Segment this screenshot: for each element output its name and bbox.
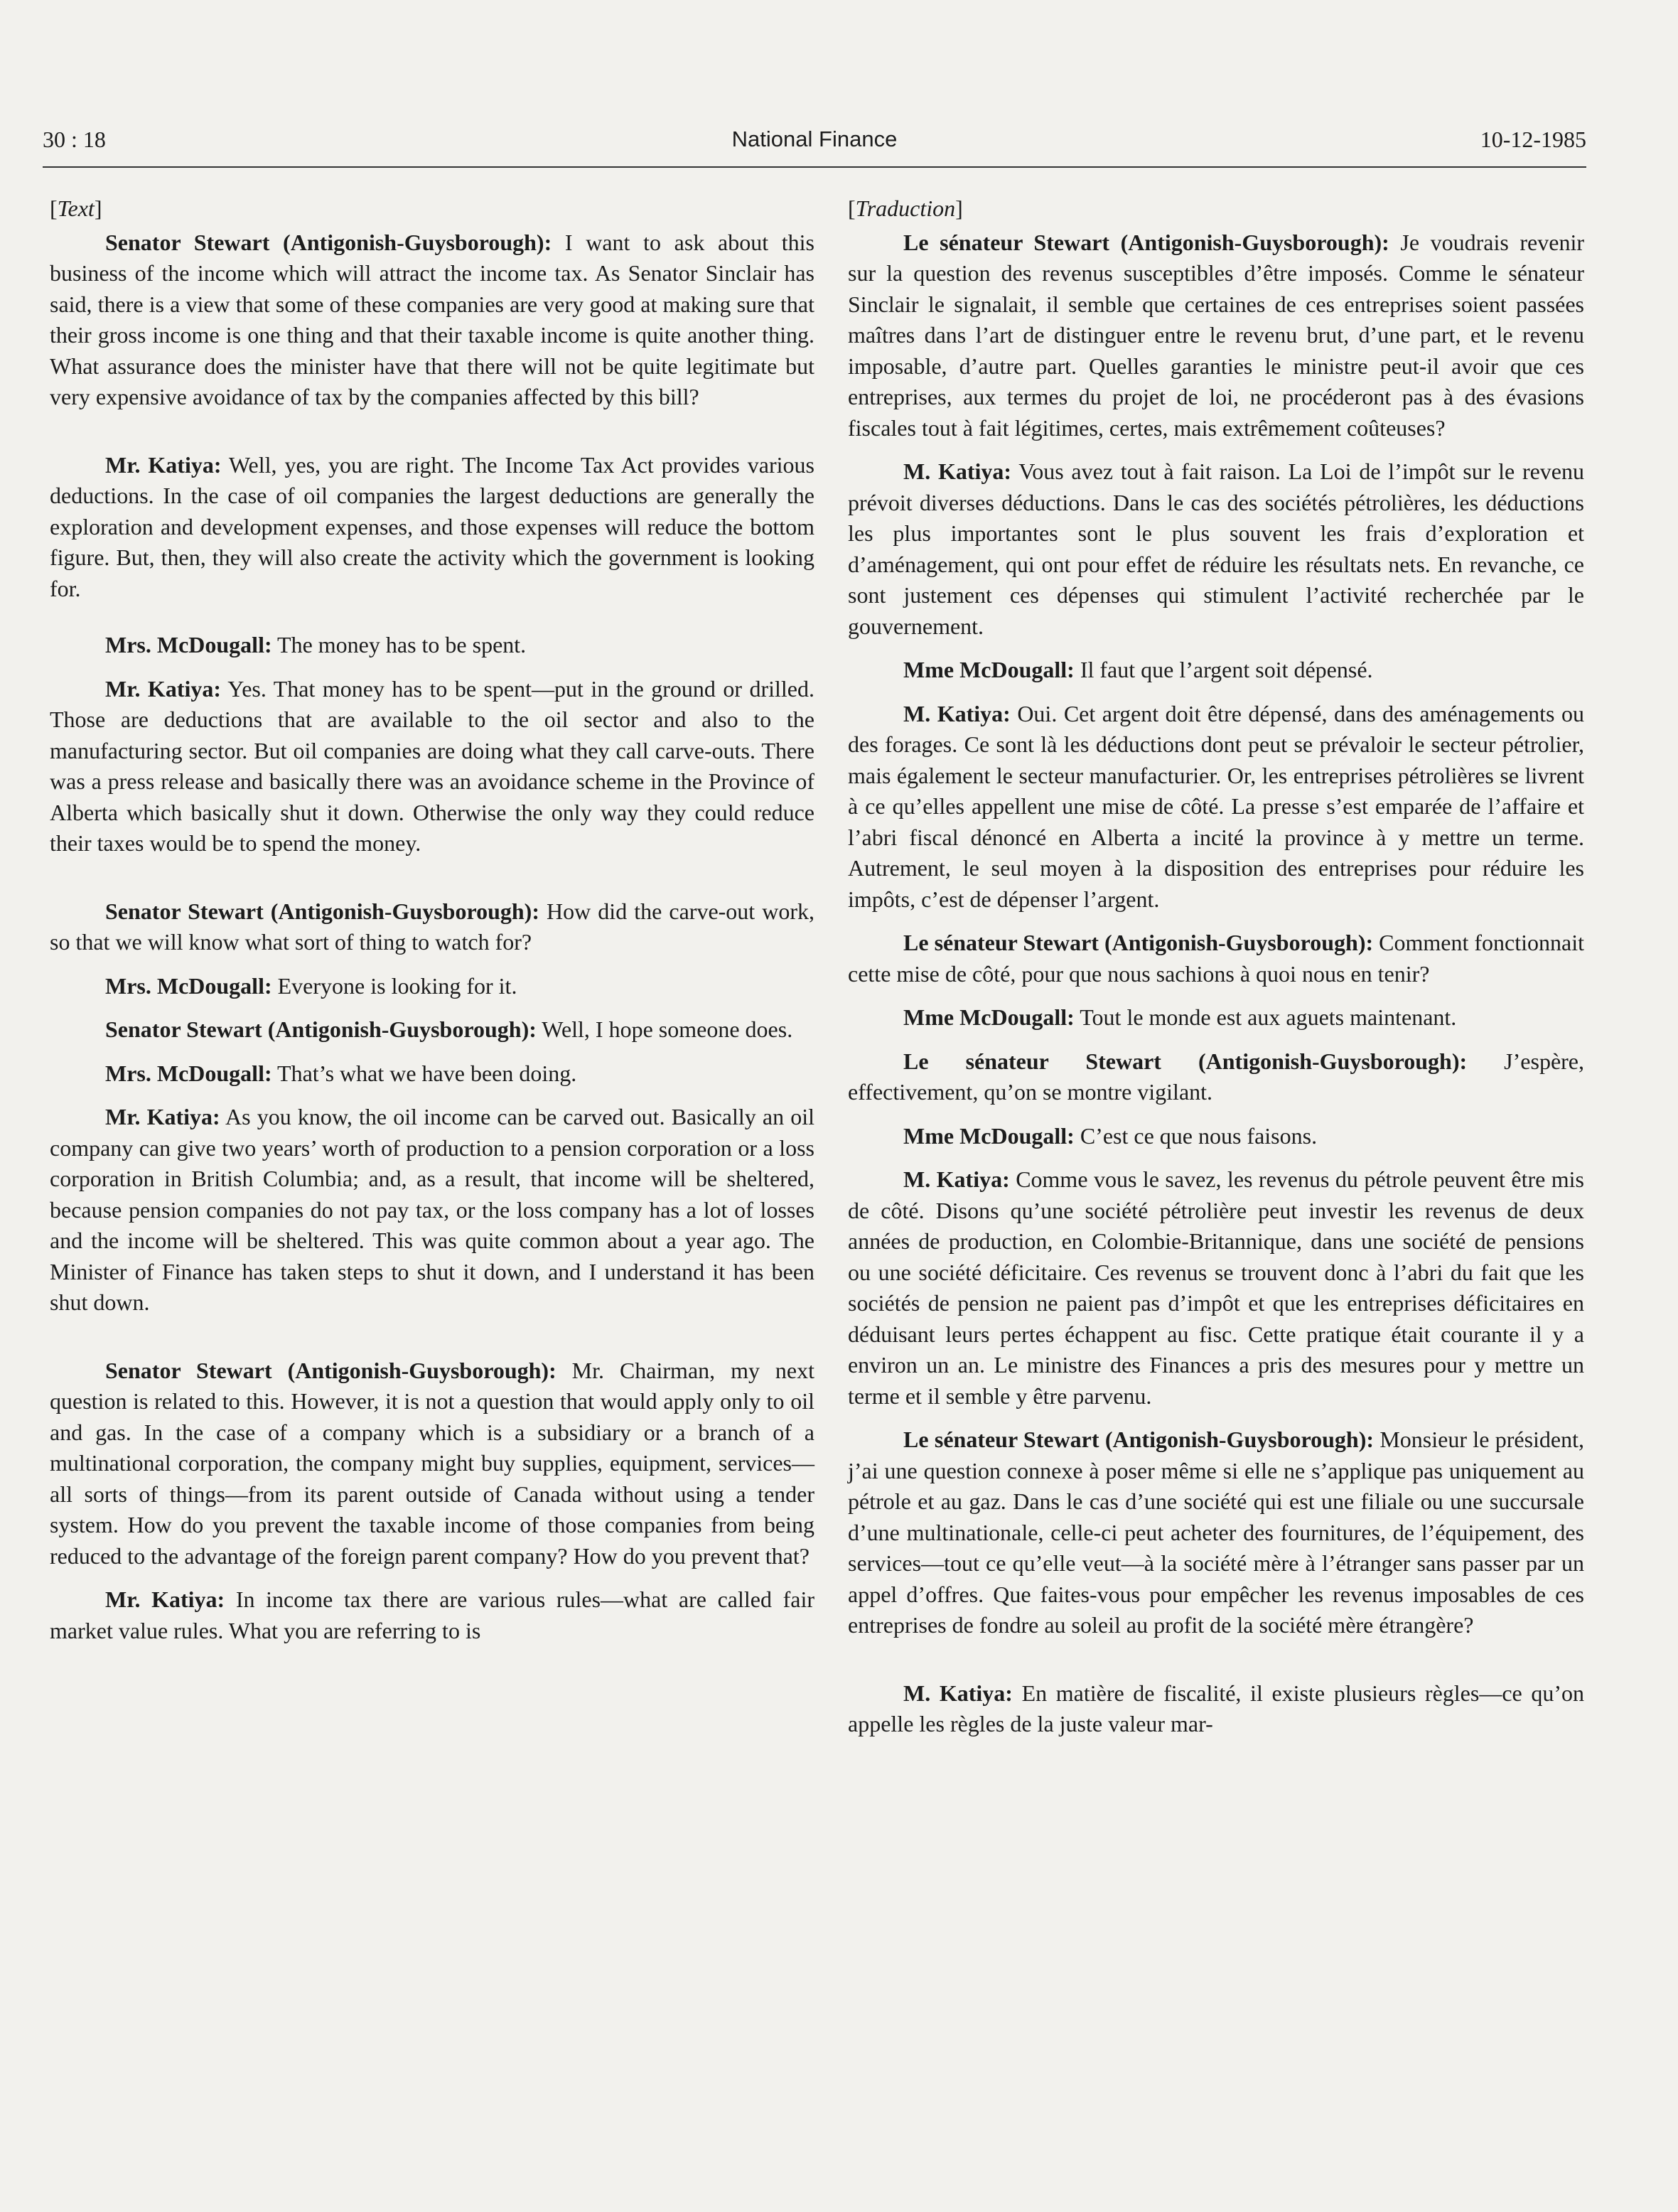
transcript-paragraph: Le sénateur Stewart (Antigonish-Guysborough): J’espère, effectivement, qu’on se montre vigilant.: [848, 1048, 1585, 1105]
transcript-paragraph: M. Katiya: Comme vous le savez, les revenus du pétrole peuvent être mis de côté. Disons qu’une société pétrolière peut investir les revenus de deux années de production, en Colombie-Britannique, dans une société de pensions ou une société déficitaire. Ces revenus se trouvent donc à l’abri du fait que les sociétés de pension ne paient pas d’impôt et que les entreprises déficitaires en déduisant leurs pertes échappent au fisc. Cette pratique était courante il y a environ un an. Le ministre des Finances a pris des mesures pour y mettre un terme et il semble y être parvenu.: [848, 1166, 1585, 1409]
page-number: 30 : 18: [43, 127, 106, 152]
page-header: [43, 127, 1586, 168]
section-tag: [Text]: [50, 195, 102, 221]
english-column: [50, 193, 814, 1659]
transcript-paragraph: M. Katiya: Vous avez tout à fait raison. La Loi de l’impôt sur le revenu prévoit diverses déductions. Dans le cas des sociétés pétrolières, les déductions les plus importantes sont le plus souvent les frais d’exploration et d’aménagement, qui ont pour effet de réduire les résultats nets. En revanche, ce sont justement ces dépenses qui stimulent l’activité recherchée par le gouvernement.: [848, 458, 1585, 639]
section-tag: [Traduction]: [848, 195, 963, 221]
transcript-paragraph: Mme McDougall: Tout le monde est aux aguets maintenant.: [903, 1004, 1457, 1030]
transcript-paragraph: Mrs. McDougall: Everyone is looking for it.: [105, 972, 517, 999]
transcript-paragraph: M. Katiya: En matière de fiscalité, il existe plusieurs règles—ce qu’on appelle les règles de la juste valeur mar-: [848, 1680, 1585, 1736]
transcript-paragraph: M. Katiya: Oui. Cet argent doit être dépensé, dans des aménagements ou des forages. Ce sont là les déductions dont peut se prévaloir le secteur pétrolier, mais également le secteur manufacturier. Or, les entreprises pétrolières se livrent à ce qu’elles appellent une mise de côté. La presse s’est emparée de l’affaire et l’abri fiscal dénoncé en Alberta a incité la province à y mettre un terme. Autrement, le seul moyen à la disposition des entreprises pour réduire les impôts, c’est de dépenser l’argent.: [848, 700, 1585, 912]
transcript-paragraph: Mr. Katiya: Well, yes, you are right. The Income Tax Act provides various deductions. In the case of oil companies the largest deductions are generally the exploration and development expenses, and those expenses will reduce the bottom figure. But, then, they will also create the activity which the government is looking for.: [50, 451, 815, 601]
transcript-paragraph: Senator Stewart (Antigonish-Guysborough): I want to ask about this business of the income which will attract the income tax. As Senator Sinclair has said, there is a view that some of these companies are very good at making sure that their gross income is one thing and that their taxable income is quite another thing. What assurance does the minister have that there will not be quite legitimate but very expensive avoidance of tax by the companies affected by this bill?: [50, 229, 815, 409]
transcript-paragraph: Senator Stewart (Antigonish-Guysborough): Well, I hope someone does.: [105, 1016, 793, 1042]
transcript-paragraph: Le sénateur Stewart (Antigonish-Guysborough): Comment fonctionnait cette mise de côté, pour que nous sachions à quoi nous en tenir?: [848, 930, 1584, 987]
transcript-paragraph: Senator Stewart (Antigonish-Guysborough): Mr. Chairman, my next question is related to this. However, it is not a question that would apply only to oil and gas. In the case of a company which is a subsidiary or a branch of a multinational corporation, the company might buy supplies, equipment, services—all sorts of things—from its parent outside of Canada without using a tender system. How do you prevent the taxable income of those companies from being reduced to the advantage of the foreign parent company? How do you prevent that?: [50, 1357, 815, 1569]
publication-title: National Finance: [731, 127, 898, 151]
transcript-paragraph: Le sénateur Stewart (Antigonish-Guysborough): Monsieur le président, j’ai une question connexe à poser même si elle ne s’applique pas uniquement au pétrole et au gaz. Dans le cas d’une société qui est une filiale ou une succursale d’une multinationale, celle-ci peut acheter des fournitures, de l’équipement, des services—tout ce qu’elle veut—à la société mère à l’étranger sans passer par un appel d’offres. Que faites-vous pour empêcher les revenus imposables de ces entreprises de fondre au soleil au profit de la société mère étrangère?: [848, 1427, 1584, 1638]
transcript-paragraph: Mme McDougall: C’est ce que nous faisons.: [903, 1122, 1318, 1149]
transcript-paragraph: Mrs. McDougall: That’s what we have been doing.: [105, 1060, 577, 1086]
transcript-paragraph: Mr. Katiya: Yes. That money has to be spent—put in the ground or drilled. Those are deductions that are available to the oil sector and also to the manufacturing sector. But oil companies are doing what they call carve-outs. There was a press release and basically there was an avoidance scheme in the Province of Alberta which basically shut it down. Otherwise the only way they could reduce their taxes would be to spend the money.: [50, 675, 814, 856]
transcript-paragraph: Le sénateur Stewart (Antigonish-Guysborough): Je voudrais revenir sur la question des revenus susceptibles d’être imposés. Comme le sénateur Sinclair le signalait, il semble que certaines de ces entreprises soient passées maîtres dans l’art de distinguer entre le revenu brut, d’une part, et le revenu imposable, d’autre part. Quelles garanties le ministre peut-il avoir que ces entreprises, aux termes du projet de loi, ne procéderont pas à des évasions fiscales tout à fait légitimes, certes, mais extrêmement coûteuses?: [848, 229, 1585, 441]
transcript-paragraph: Mr. Katiya: In income tax there are various rules—what are called fair market value rules. What you are referring to is: [50, 1586, 815, 1643]
transcript-paragraph: Mme McDougall: Il faut que l’argent soit dépensé.: [903, 657, 1373, 682]
transcript-paragraph: Mr. Katiya: As you know, the oil income can be carved out. Basically an oil company can give two years’ worth of production to a pension corporation or a loss corporation in British Columbia; and, as a result, that income will be sheltered, because pension companies do not pay tax, or the loss company has a lot of losses and the income will be sheltered. This was quite common about a year ago. The Minister of Finance has taken steps to shut it down, and I understand it has been shut down.: [50, 1104, 815, 1315]
transcript-paragraph: Senator Stewart (Antigonish-Guysborough): How did the carve-out work, so that we will know what sort of thing to watch for?: [50, 898, 815, 955]
header-date: 10-12-1985: [1480, 127, 1586, 152]
french-column: [848, 193, 1584, 1753]
transcript-paragraph: Mrs. McDougall: The money has to be spent.: [105, 632, 527, 657]
